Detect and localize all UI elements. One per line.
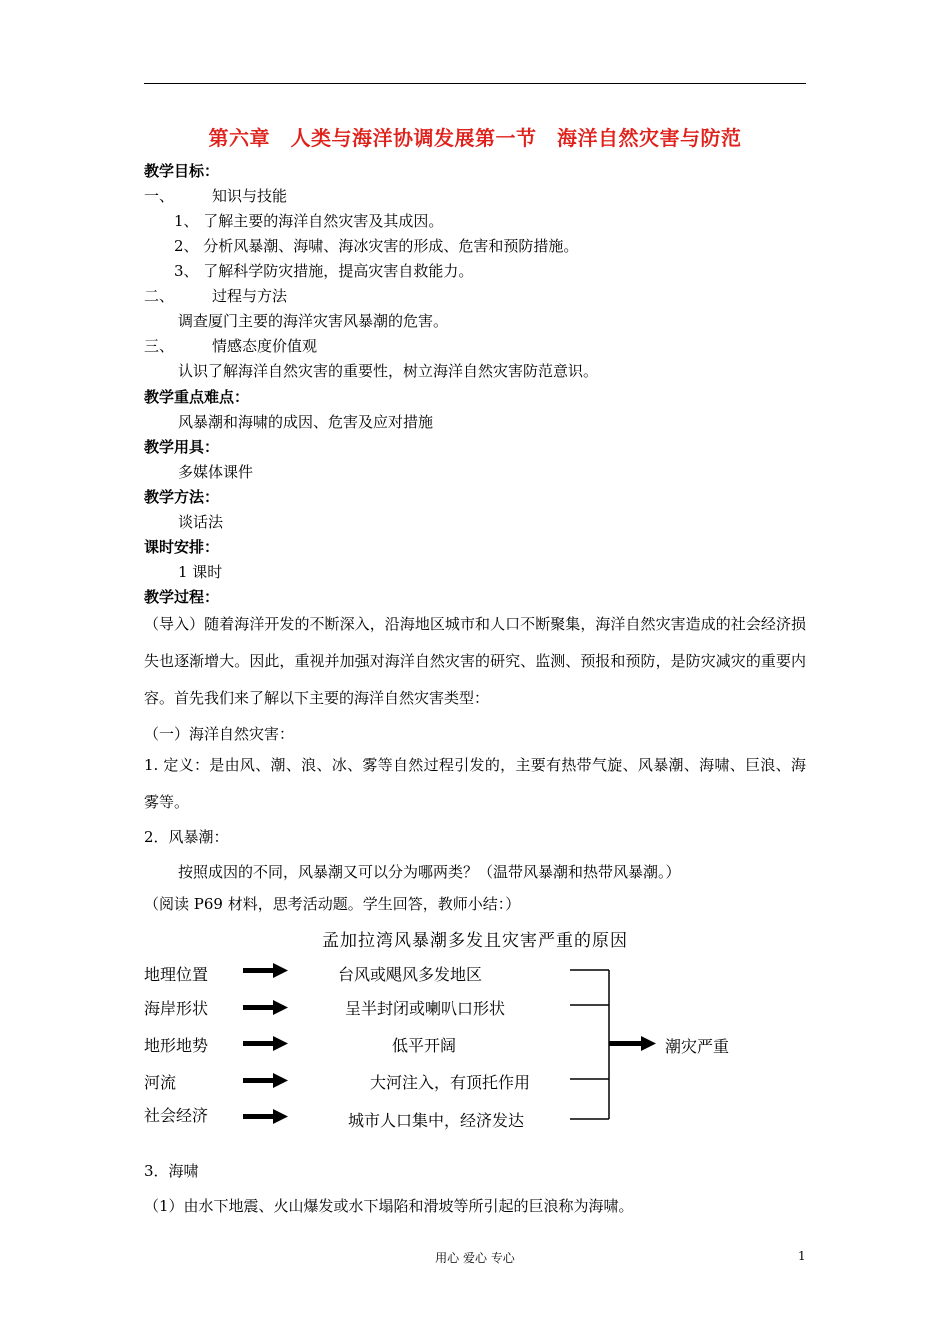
factor-label: 地形地势 xyxy=(144,1036,209,1055)
arrow-right-icon xyxy=(609,1036,656,1051)
factor-label: 地理位置 xyxy=(144,965,209,984)
attitude-text: 认识了解海洋自然灾害的重要性，树立海洋自然灾害防范意识。 xyxy=(178,362,599,380)
key-points-heading: 教学重点难点： xyxy=(144,388,250,406)
tools-heading: 教学用具： xyxy=(144,438,220,456)
method-text: 谈话法 xyxy=(178,513,224,531)
storm-surge-question: 按照成因的不同，风暴潮又可以分为哪两类？（温带风暴潮和热带风暴潮。） xyxy=(178,863,681,881)
result-label: 潮灾严重 xyxy=(665,1037,730,1056)
process-text: 调查厦门主要的海洋灾害风暴潮的危害。 xyxy=(178,312,449,330)
storm-surge-heading: 2．风暴潮： xyxy=(144,828,229,846)
cause-label: 呈半封闭或喇叭口形状 xyxy=(345,999,506,1018)
section-one-label: 知识与技能 xyxy=(212,187,288,205)
tsunami-heading: 3．海啸 xyxy=(144,1162,199,1180)
definition-paragraph: 1. 定义：是由风、潮、浪、冰、雾等自然过程引发的，主要有热带气旋、风暴潮、海啸、巨浪、海雾等。 xyxy=(144,756,806,811)
page-title: 第六章 人类与海洋协调发展第一节 海洋自然灾害与防范 xyxy=(208,126,742,150)
arrow-right-icon xyxy=(243,1000,288,1015)
tools-text: 多媒体课件 xyxy=(178,463,254,481)
section-two-label: 过程与方法 xyxy=(212,287,288,305)
factor-label: 社会经济 xyxy=(144,1106,209,1125)
cause-label: 城市人口集中，经济发达 xyxy=(348,1111,525,1130)
reading-instruction: （阅读 P69 材料，思考活动题。学生回答，教师小结：） xyxy=(144,895,521,913)
knowledge-item: 2、 分析风暴潮、海啸、海冰灾害的形成、危害和预防措施。 xyxy=(174,237,579,255)
schedule-heading: 课时安排： xyxy=(144,538,220,556)
arrow-right-icon xyxy=(243,1073,288,1088)
arrow-right-icon xyxy=(243,963,288,978)
page-footer: 用心 爱心 专心 xyxy=(435,1251,515,1265)
arrow-right-icon xyxy=(243,1109,288,1124)
diagram-title: 孟加拉湾风暴潮多发且灾害严重的原因 xyxy=(322,931,628,951)
cause-label: 低平开阔 xyxy=(392,1036,457,1055)
subsection-heading: （一）海洋自然灾害： xyxy=(144,725,295,743)
cause-label: 台风或飓风多发地区 xyxy=(338,965,483,984)
intro-paragraph: （导入）随着海洋开发的不断深入，沿海地区城市和人口不断聚集，海洋自然灾害造成的社会经济损失也逐渐增大。因此，重视并加强对海洋自然灾害的研究、监测、预报和预防，是防灾减灾的重要内容。首先我们来了解以下主要的海洋自然灾害类型： xyxy=(144,615,806,707)
factor-label: 河流 xyxy=(144,1073,177,1092)
schedule-text: 1 课时 xyxy=(178,563,223,581)
section-two-number: 二、 xyxy=(144,287,175,305)
knowledge-item: 1、 了解主要的海洋自然灾害及其成因。 xyxy=(174,212,444,230)
factor-label: 海岸形状 xyxy=(144,999,209,1018)
objectives-heading: 教学目标： xyxy=(144,162,220,180)
method-heading: 教学方法： xyxy=(144,488,220,506)
section-one-number: 一、 xyxy=(144,187,175,205)
arrow-right-icon xyxy=(243,1036,288,1051)
key-points-text: 风暴潮和海啸的成因、危害及应对措施 xyxy=(178,413,434,431)
page-number: 1 xyxy=(798,1249,806,1263)
tsunami-definition: （1）由水下地震、火山爆发或水下塌陷和滑坡等所引起的巨浪称为海啸。 xyxy=(144,1197,634,1215)
knowledge-item: 3、 了解科学防灾措施，提高灾害自救能力。 xyxy=(174,262,474,280)
cause-label: 大河注入，有顶托作用 xyxy=(370,1073,531,1092)
section-three-number: 三、 xyxy=(144,337,175,355)
section-three-label: 情感态度价值观 xyxy=(212,337,318,355)
bracket-connector xyxy=(570,970,609,1119)
process-heading: 教学过程： xyxy=(144,588,220,606)
